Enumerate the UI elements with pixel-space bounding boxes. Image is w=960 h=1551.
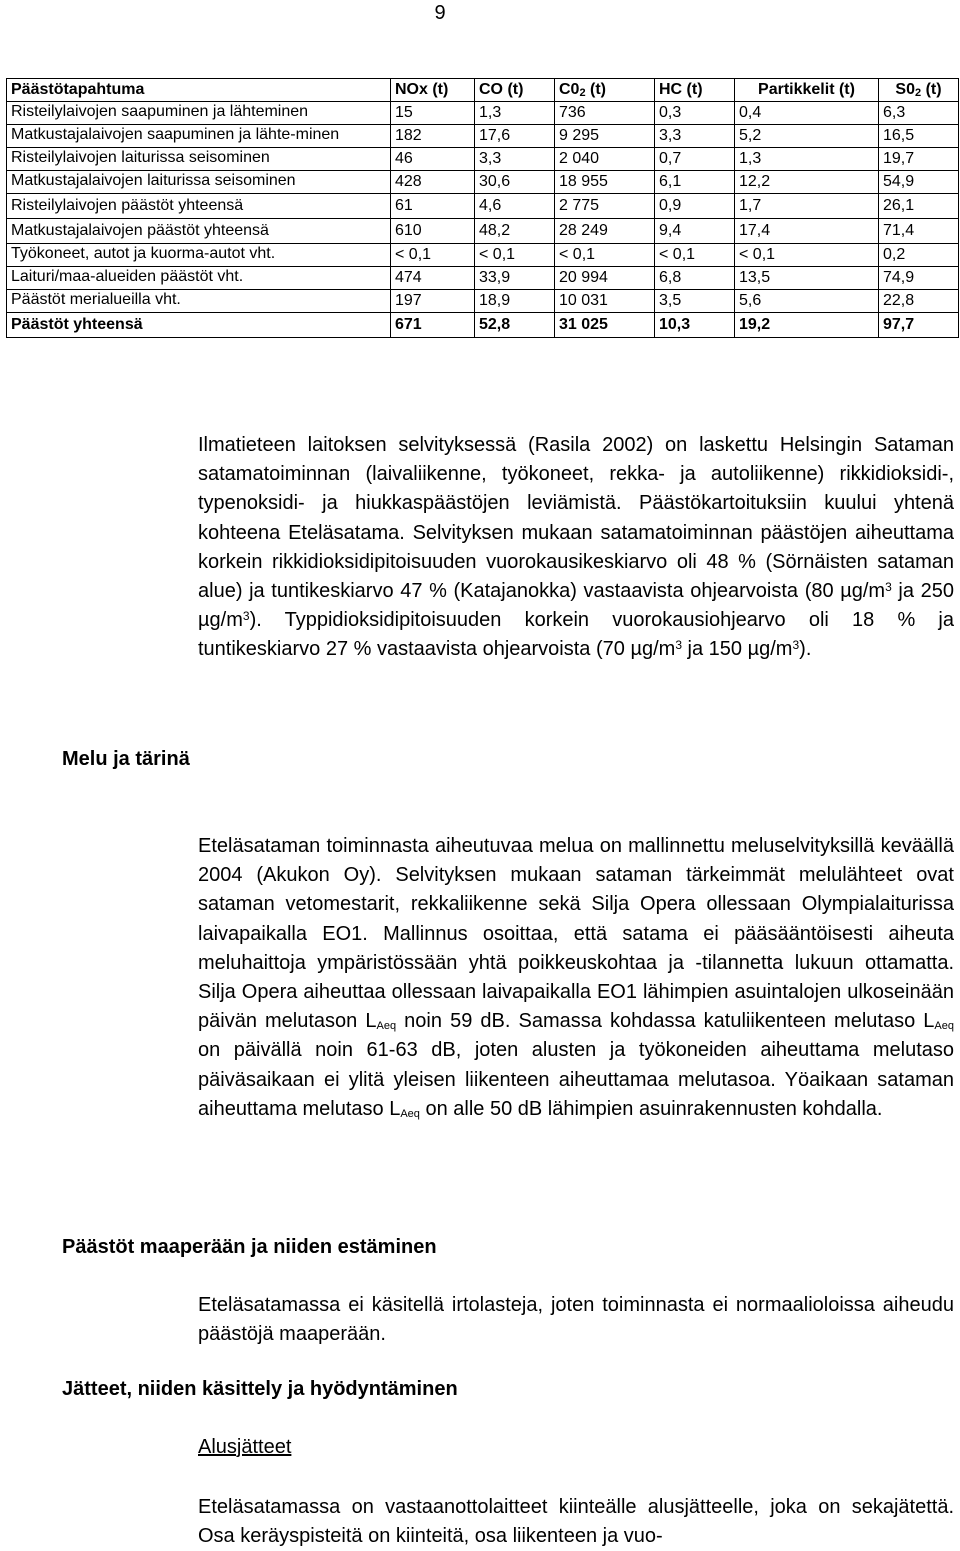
soil-paragraph: Eteläsatamassa ei käsitellä irtolasteja, joten toiminnasta ei normaalioloissa aiheudu päästöjä maaperään. — [198, 1294, 954, 1346]
table-row — [7, 244, 959, 267]
noise-sub-3: Aeq — [400, 1107, 420, 1120]
table-row — [7, 219, 959, 244]
cell-hc: 3,3 — [655, 125, 735, 148]
header-co2-sub: 2 — [579, 87, 586, 99]
air-quality-text-3: ). Typpidioksidipitoisuuden korkein vuorokausiohjearvo oli 18 % ja tuntikeskiarvo 27 % vastaavista ohjearvoista (70 µg/m — [198, 609, 954, 661]
header-so2-main: S0 — [895, 81, 915, 98]
noise-sub-1: Aeq — [376, 1020, 397, 1033]
air-quality-text-1: Ilmatieteen laitoksen selvityksessä (Rasila 2002) on laskettu Helsingin Sataman satamatoiminnan (laivaliikenne, työkoneet, rekka- ja autoliikenne) rikkidioksidi-, typenoksidi- ja hiukkaspäästöjen leviämistä. Päästökartoituksiin kuului yhtenä kohteena Eteläsatama. Selvityksen mukaan satamatoiminnan päästöjen aiheuttama korkein rikkidioksidipitoisuuden vuorokausikeskiarvo oli 48 % (Sörnäisten sataman alue) ja tuntikeskiarvo 47 % (Katajanokka) vastaavista ohjearvoista (80 µg/m — [198, 434, 954, 603]
cell-hc: 9,4 — [655, 219, 735, 244]
cell-event: Päästöt merialueilla vht. — [7, 290, 391, 313]
cell-nox: 182 — [391, 125, 475, 148]
cell-particles: 19,2 — [735, 313, 879, 338]
waste-subheading: Alusjätteet — [198, 1436, 292, 1458]
cell-hc: 0,7 — [655, 148, 735, 171]
cell-co: 1,3 — [475, 102, 555, 125]
cell-hc: 3,5 — [655, 290, 735, 313]
cell-event: Matkustajalaivojen saapuminen ja lähte-minen — [7, 125, 391, 148]
waste-heading: Jätteet, niiden käsittely ja hyödyntäminen — [62, 1378, 458, 1400]
table-row — [7, 194, 959, 219]
header-hc: HC (t) — [655, 79, 735, 102]
cell-so2: 6,3 — [879, 102, 959, 125]
cell-particles: 5,2 — [735, 125, 879, 148]
cell-particles: 0,4 — [735, 102, 879, 125]
cell-co: 17,6 — [475, 125, 555, 148]
cell-co2: 2 040 — [555, 148, 655, 171]
cell-hc: < 0,1 — [655, 244, 735, 267]
cell-hc: 10,3 — [655, 313, 735, 338]
cell-co2: 736 — [555, 102, 655, 125]
header-so2-unit: (t) — [921, 81, 942, 98]
cell-particles: 13,5 — [735, 267, 879, 290]
noise-paragraph — [198, 832, 954, 1124]
emissions-table — [6, 78, 959, 338]
cell-so2: 26,1 — [879, 194, 959, 219]
cell-event: Laituri/maa-alueiden päästöt vht. — [7, 267, 391, 290]
cell-co: 33,9 — [475, 267, 555, 290]
air-quality-sup-4: 3 — [792, 638, 800, 653]
cell-so2: 19,7 — [879, 148, 959, 171]
header-co2 — [555, 79, 655, 102]
cell-event: Työkoneet, autot ja kuorma-autot vht. — [7, 244, 391, 267]
cell-hc: 0,3 — [655, 102, 735, 125]
cell-so2: 97,7 — [879, 313, 959, 338]
cell-particles: 1,3 — [735, 148, 879, 171]
cell-co2: 28 249 — [555, 219, 655, 244]
air-quality-text-4: ja 150 µg/m — [682, 638, 793, 661]
air-quality-text-5: ). — [799, 638, 812, 661]
cell-so2: 22,8 — [879, 290, 959, 313]
cell-nox: 61 — [391, 194, 475, 219]
cell-co: 4,6 — [475, 194, 555, 219]
cell-event: Risteilylaivojen saapuminen ja lähteminen — [7, 102, 391, 125]
cell-particles: 12,2 — [735, 171, 879, 194]
cell-co: 18,9 — [475, 290, 555, 313]
cell-co2: < 0,1 — [555, 244, 655, 267]
cell-nox: 15 — [391, 102, 475, 125]
noise-text-1: Eteläsataman toiminnasta aiheutuvaa melua on mallinnettu meluselvityksillä keväällä 2004 (Akukon Oy). Selvityksen mukaan sataman tärkeimmät melulähteet ovat sataman vetomestarit, rekkaliikenne sekä Silja Opera ollessaan Olympialaiturissa laivapaikalla EO1. Mallinnus osoittaa, että satama ei pääsääntöisesti aiheuta meluhaittoja ympäristössään yhtä poikkeuskohtaa ja -tilannetta lukuun ottamatta. Silja Opera aiheuttaa ollessaan laivapaikalla EO1 lähimpien asuintalojen ulkoseinään päivän melutason L — [198, 835, 954, 1033]
cell-particles: < 0,1 — [735, 244, 879, 267]
cell-co2: 31 025 — [555, 313, 655, 338]
noise-sub-2: Aeq — [934, 1020, 954, 1033]
cell-co2: 20 994 — [555, 267, 655, 290]
cell-nox: 474 — [391, 267, 475, 290]
header-co2-unit: (t) — [585, 81, 607, 98]
noise-text-4: on alle 50 dB lähimpien asuinrakennusten kohdalla. — [419, 1097, 883, 1120]
cell-hc: 0,9 — [655, 194, 735, 219]
header-co: CO (t) — [475, 79, 555, 102]
cell-event: Päästöt yhteensä — [7, 313, 391, 338]
cell-nox: 46 — [391, 148, 475, 171]
table-row — [7, 125, 959, 148]
cell-so2: 74,9 — [879, 267, 959, 290]
cell-co: 48,2 — [475, 219, 555, 244]
header-nox: NOx (t) — [391, 79, 475, 102]
header-co2-main: C0 — [559, 81, 580, 98]
cell-event: Matkustajalaivojen laiturissa seisominen — [7, 171, 391, 194]
table-row — [7, 171, 959, 194]
noise-text-3: on päivällä noin 61-63 dB, joten alusten ja työkoneiden aiheuttama melutaso päiväsaikaan ei ylitä yleisen liikenteen aiheuttamaa melutasoa. Yöaikaan sataman aiheuttama melutaso L — [198, 1039, 954, 1120]
cell-co2: 2 775 — [555, 194, 655, 219]
table-row — [7, 148, 959, 171]
cell-particles: 1,7 — [735, 194, 879, 219]
cell-so2: 16,5 — [879, 125, 959, 148]
cell-event: Matkustajalaivojen päästöt yhteensä — [7, 219, 391, 244]
cell-particles: 17,4 — [735, 219, 879, 244]
cell-hc: 6,8 — [655, 267, 735, 290]
page-number: 9 — [434, 2, 446, 24]
air-quality-sup-2: 3 — [242, 609, 250, 624]
cell-nox: 671 — [391, 313, 475, 338]
cell-nox: 610 — [391, 219, 475, 244]
noise-heading: Melu ja tärinä — [62, 748, 190, 770]
cell-so2: 71,4 — [879, 219, 959, 244]
table-row — [7, 267, 959, 290]
cell-event: Risteilylaivojen laiturissa seisominen — [7, 148, 391, 171]
cell-event: Risteilylaivojen päästöt yhteensä — [7, 194, 391, 219]
cell-co: 3,3 — [475, 148, 555, 171]
cell-nox: 197 — [391, 290, 475, 313]
header-so2-sub: 2 — [915, 87, 922, 99]
waste-paragraph: Eteläsatamassa on vastaanottolaitteet kiinteälle alusjätteelle, joka on sekajätettä. Osa keräyspisteitä on kiinteitä, osa liikenteen ja vuo- — [198, 1496, 954, 1548]
cell-nox: < 0,1 — [391, 244, 475, 267]
cell-co2: 10 031 — [555, 290, 655, 313]
cell-co2: 9 295 — [555, 125, 655, 148]
table-row — [7, 290, 959, 313]
header-so2 — [879, 79, 959, 102]
air-quality-paragraph — [198, 431, 954, 665]
header-particles: Partikkelit (t) — [735, 79, 879, 102]
table-header-row — [7, 79, 959, 102]
table-total-row — [7, 313, 959, 338]
air-quality-text-2: ja 250 µg/m — [198, 580, 954, 632]
soil-heading: Päästöt maaperään ja niiden estäminen — [62, 1236, 437, 1258]
air-quality-sup-1: 3 — [885, 580, 892, 595]
cell-co: 30,6 — [475, 171, 555, 194]
cell-co2: 18 955 — [555, 171, 655, 194]
cell-nox: 428 — [391, 171, 475, 194]
noise-text-2: noin 59 dB. Samassa kohdassa katuliikenteen melutaso L — [396, 1010, 935, 1033]
cell-so2: 54,9 — [879, 171, 959, 194]
cell-hc: 6,1 — [655, 171, 735, 194]
cell-co: < 0,1 — [475, 244, 555, 267]
header-event: Päästötapahtuma — [7, 79, 391, 102]
cell-co: 52,8 — [475, 313, 555, 338]
table-row — [7, 102, 959, 125]
cell-particles: 5,6 — [735, 290, 879, 313]
air-quality-sup-3: 3 — [675, 638, 682, 653]
cell-so2: 0,2 — [879, 244, 959, 267]
